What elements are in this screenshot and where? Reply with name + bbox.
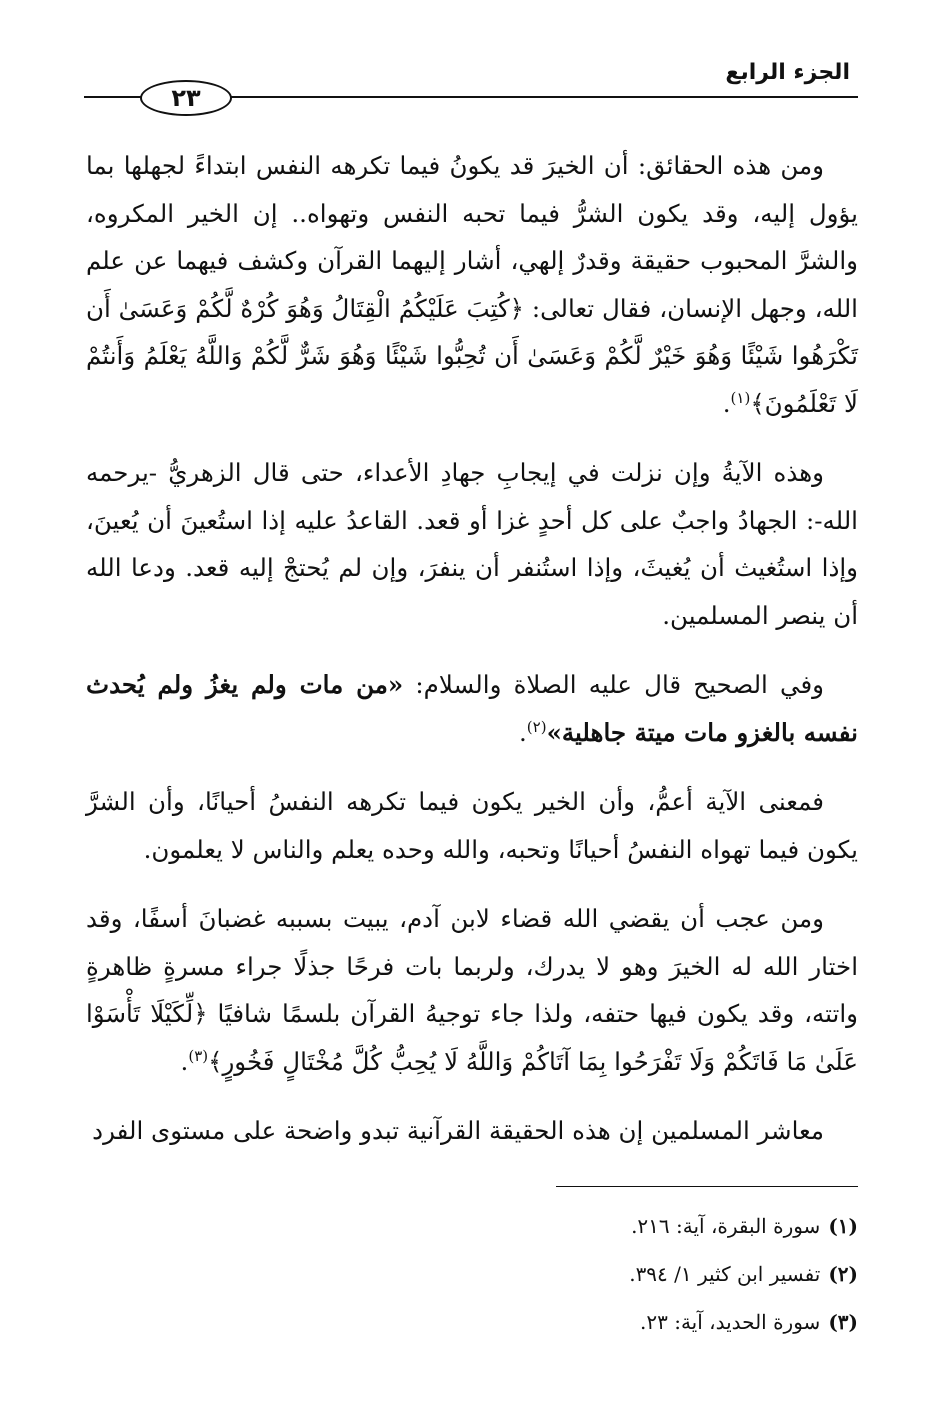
paragraph-1-text: ومن هذه الحقائق: أن الخيرَ قد يكونُ فيما تكرهه النفس ابتداءً لجهلها بما يؤول إليه، وقد يكون الشرُّ فيما تحبه النفس وتهواه.. إن الخير المكروه، والشرَّ المحبوب حقيقة وقدرٌ إلهي، أشار إليهما القرآن وكشف فيهما عن علم الله، وجهل الإنسان، فقال تعالى: [86, 151, 858, 323]
paragraph-6-text: معاشر المسلمين إن هذه الحقيقة القرآنية تبدو واضحة على مستوى الفرد [92, 1116, 824, 1145]
footnote-text: سورة البقرة، آية: ٢١٦. [631, 1214, 821, 1238]
paragraph-3-end: . [519, 717, 527, 747]
paragraph-3-text: وفي الصحيح قال عليه الصلاة والسلام: [403, 670, 824, 699]
footnote-ref-3: (٣) [188, 1046, 209, 1065]
footnote-number: (١) [828, 1214, 858, 1238]
paragraph-1-end: . [722, 388, 731, 418]
footnote-rule [556, 1186, 858, 1187]
footnotes [358, 1202, 858, 1346]
paragraph-2 [86, 449, 858, 639]
footnote-number: (٣) [828, 1310, 858, 1334]
footnote-3 [358, 1298, 858, 1346]
paragraph-5-text: ومن عجب أن يقضي الله قضاء لابن آدم، يبيت بسببه غضبانَ أسفًا، وقد اختار الله له الخيرَ وهو لا يدرك، ولربما بات فرحًا جذلًا جراء مسرةٍ ظاهرةٍ واتته، وقد يكون فيها حتفه، ولذا جاء توجيهُ القرآن بلسمًا شافيًا [86, 904, 858, 1028]
body-text [86, 142, 858, 1177]
footnote-text: سورة الحديد، آية: ٢٣. [640, 1310, 821, 1334]
footnote-ref-1: (١) [730, 388, 751, 407]
paragraph-4 [86, 778, 858, 873]
paragraph-6 [86, 1107, 858, 1155]
page-number: ٢٣ [140, 80, 232, 116]
quran-verse-baqarah: ﴿كُتِبَ عَلَيْكُمُ الْقِتَالُ وَهُوَ كُرْهٌ لَّكُمْ وَعَسَىٰ أَن تَكْرَهُوا شَيْئًا وَهُوَ خَيْرٌ لَّكُمْ وَعَسَىٰ أَن تُحِبُّوا شَيْئًا وَهُوَ شَرٌّ لَّكُمْ وَاللَّهُ يَعْلَمُ وَأَنتُمْ لَا تَعْلَمُونَ﴾ [86, 293, 858, 418]
footnote-2 [358, 1250, 858, 1298]
paragraph-2-text: وهذه الآيةُ وإن نزلت في إيجابِ جهادِ الأعداء، حتى قال الزهريُّ -يرحمه الله-: الجهادُ واجبٌ على كل أحدٍ غزا أو قعد. القاعدُ عليه إذا استُعينَ أن يُعينَ، وإذا استُغيث أن يُغيثَ، وإذا استُنفر أن ينفرَ، وإن لم يُحتجْ إليه قعد. ودعا الله أن ينصر المسلمين. [86, 458, 858, 630]
quran-verse-hadid: ﴿لِّكَيْلَا تَأْسَوْا عَلَىٰ مَا فَاتَكُمْ وَلَا تَفْرَحُوا بِمَا آتَاكُمْ وَاللَّهُ لَا يُحِبُّ كُلَّ مُخْتَالٍ فَخُورٍ﴾ [86, 999, 858, 1076]
footnote-number: (٢) [828, 1262, 858, 1286]
footnote-1 [358, 1202, 858, 1250]
footnote-ref-2: (٢) [526, 717, 547, 736]
paragraph-4-text: فمعنى الآية أعمُّ، وأن الخير يكون فيما تكرهه النفسُ أحيانًا، وأن الشرَّ يكون فيما تهواه النفسُ أحيانًا وتحبه، والله وحده يعلم والناس لا يعلمون. [86, 787, 858, 864]
paragraph-5 [86, 895, 858, 1085]
paragraph-5-end: . [180, 1046, 189, 1076]
paragraph-3 [86, 661, 858, 756]
hadith-quote: «من مات ولم يغزُ ولم يُحدث نفسه بالغزو مات ميتة جاهلية» [86, 670, 858, 747]
running-title: الجزء الرابع [725, 60, 850, 85]
footnote-text: تفسير ابن كثير ١/ ٣٩٤. [629, 1262, 821, 1286]
paragraph-1 [86, 142, 858, 427]
